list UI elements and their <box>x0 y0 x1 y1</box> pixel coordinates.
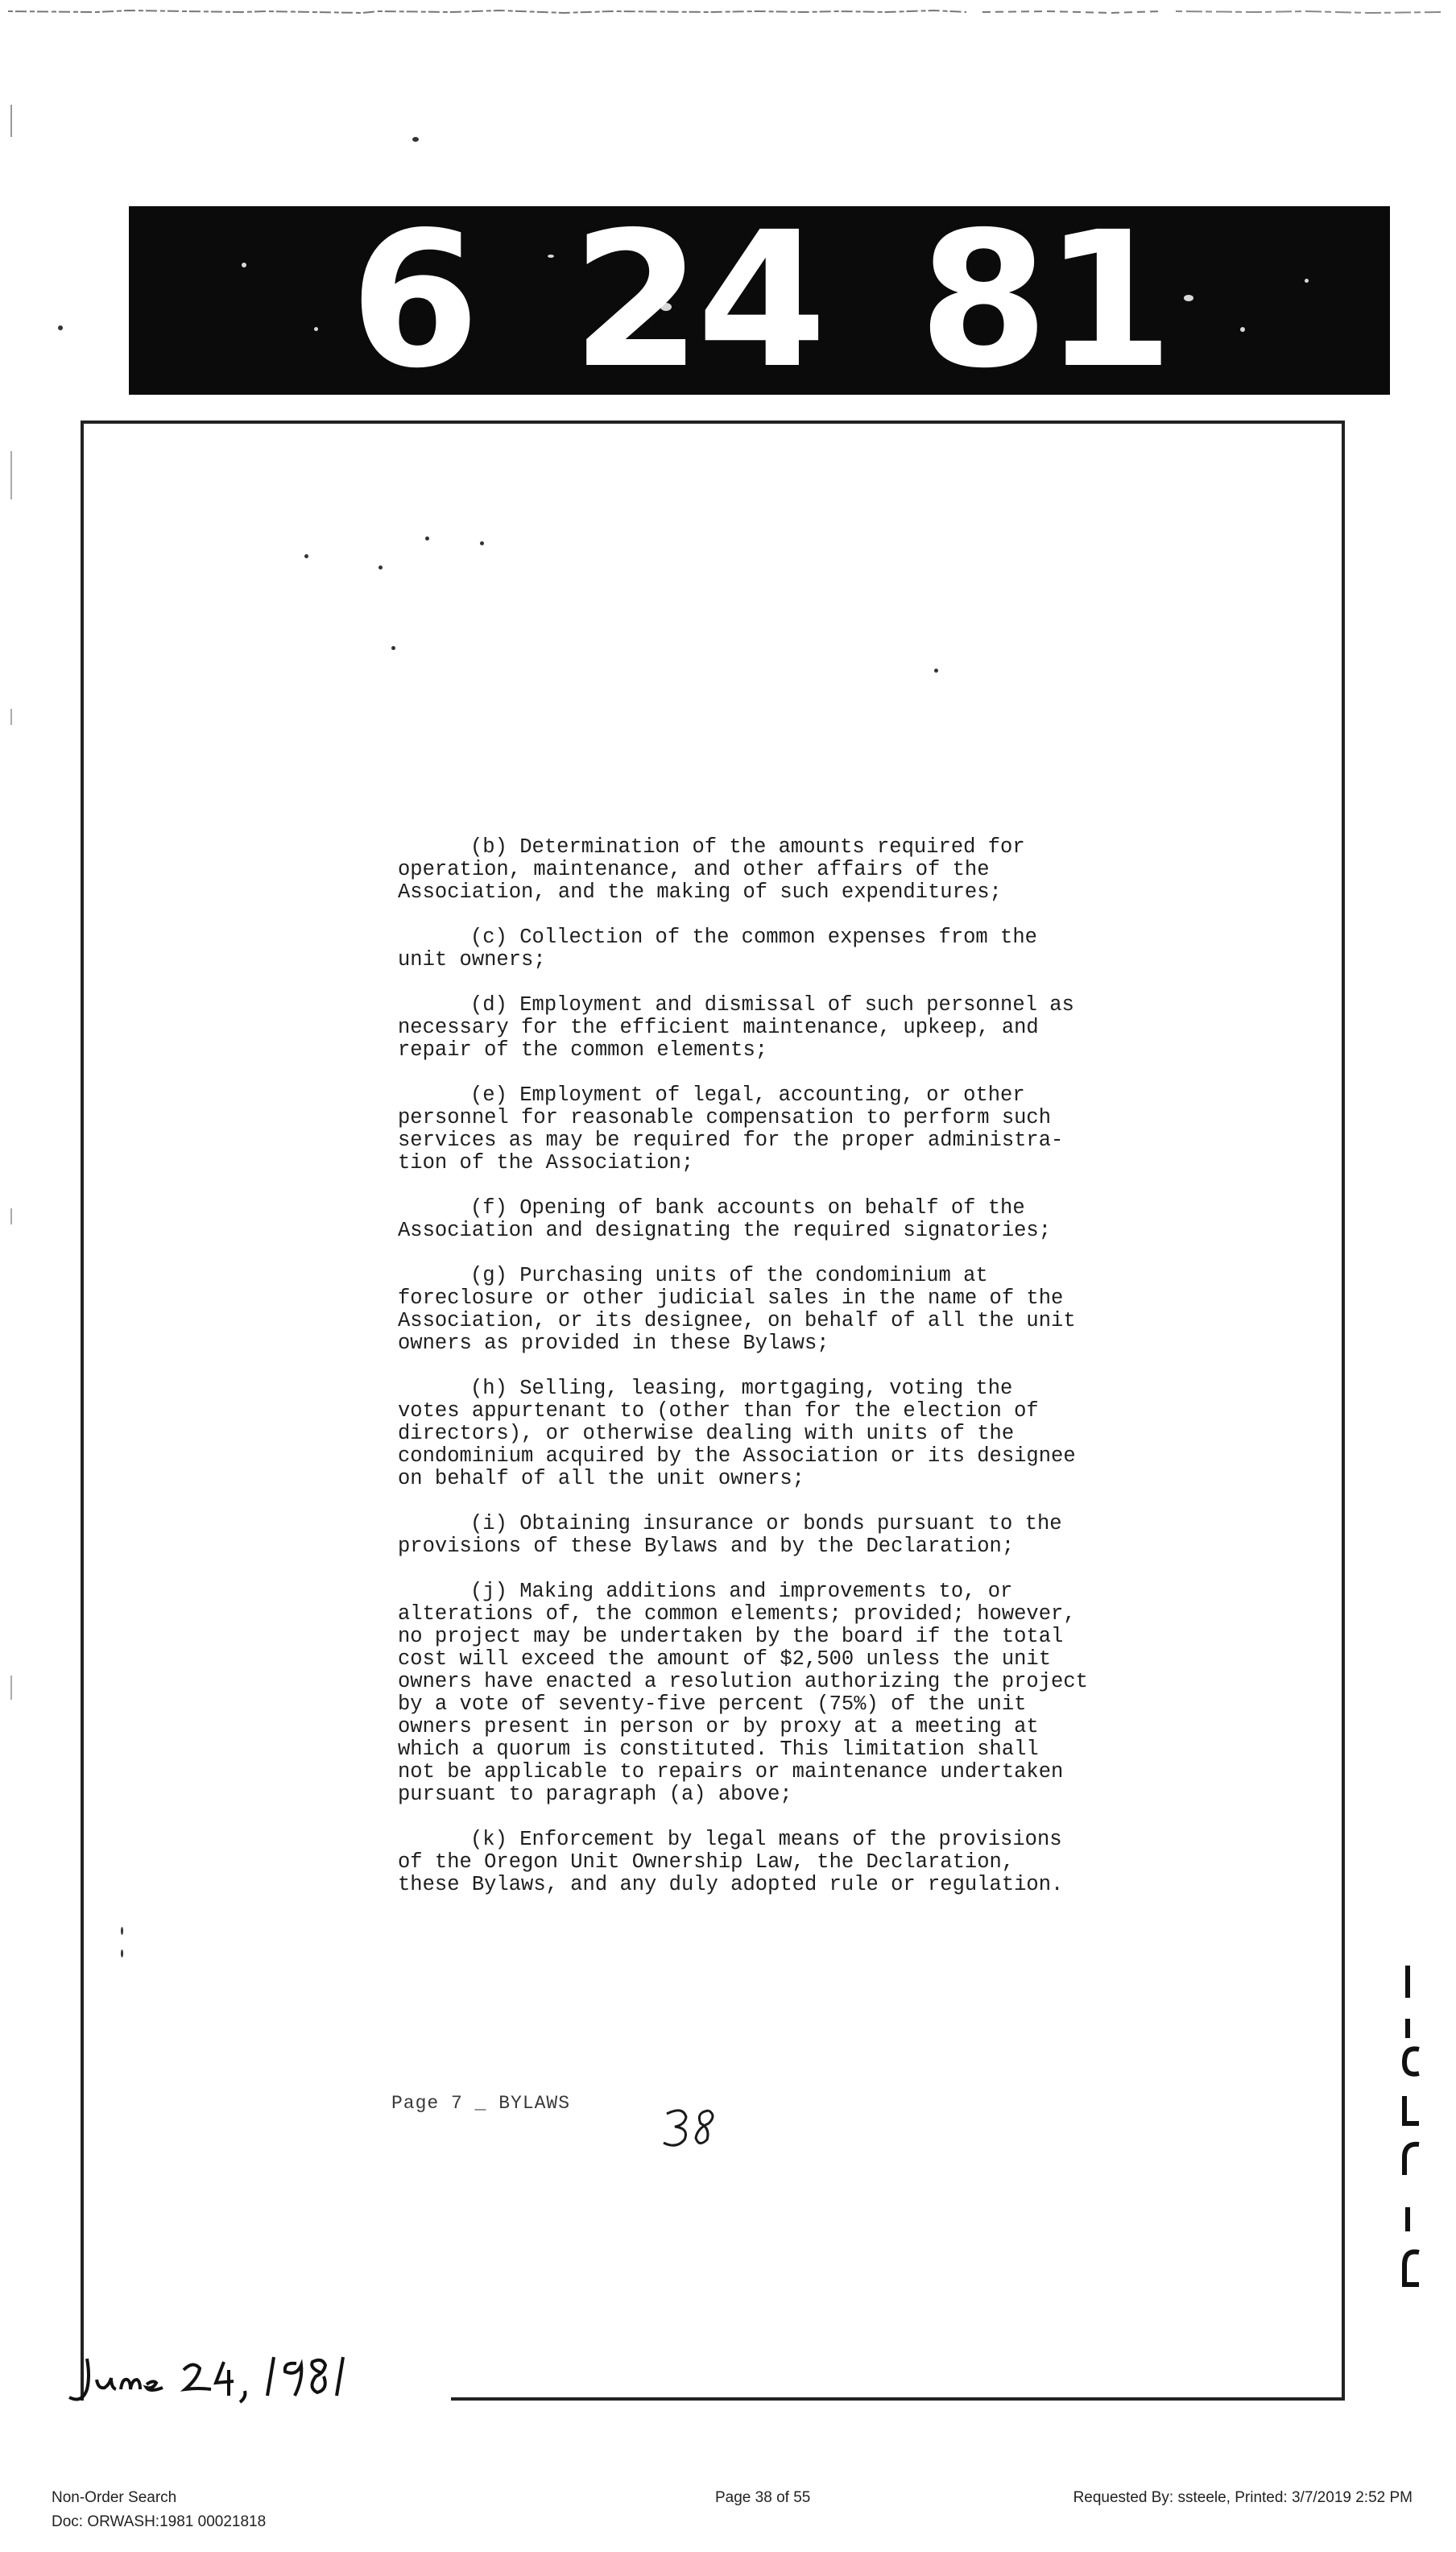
paragraph-g: (g) Purchasing units of the condominium at foreclosure or other judicial sales in the name of the Association, or its designee, on behalf of all the unit owners as provided in these Bylaws; <box>398 1264 1076 1355</box>
paragraph-f: (f) Opening of bank accounts on behalf of the Association and designating the required signatories; <box>398 1196 1052 1242</box>
handwritten-page-number <box>660 2104 733 2152</box>
paragraph-i: (i) Obtaining insurance or bonds pursuant to the provisions of these Bylaws and by the Declaration; <box>398 1512 1062 1558</box>
footer-doc-id: Doc: ORWASH:1981 00021818 <box>52 2513 267 2530</box>
paragraph-h: (h) Selling, leasing, mortgaging, voting the votes appurtenant to (other than for the election of directors), or otherwise dealing with units of the condominium acquired by the Association or its designee on behalf of all the unit owners; <box>398 1377 1076 1490</box>
paragraph-e: (e) Employment of legal, accounting, or other personnel for reasonable compensation to perform such services as may be required for the proper administra- tion of the Association; <box>398 1083 1064 1174</box>
scan-speck <box>58 325 63 330</box>
banner-year: 81 <box>918 206 1169 395</box>
paragraph-k: (k) Enforcement by legal means of the provisions of the Oregon Unit Ownership Law, the Declaration, these Bylaws, and any duly adopted rule or regulation. <box>398 1828 1064 1896</box>
banner-day: 24 <box>571 206 822 395</box>
handwritten-date <box>63 2352 401 2409</box>
bylaws-text <box>398 836 1203 1919</box>
binding-marks <box>1392 1966 1432 2304</box>
paragraph-c: (c) Collection of the common expenses from the unit owners; <box>398 926 1037 972</box>
footer-page-count: Page 38 of 55 <box>715 2489 811 2506</box>
page-label: Page 7 _ BYLAWS <box>391 2093 571 2114</box>
date-banner <box>129 206 1390 395</box>
paragraph-b: (b) Determination of the amounts required for operation, maintenance, and other affairs of the Association, and the making of such expenditures; <box>398 835 1025 904</box>
scan-noise-top <box>0 6 1456 18</box>
scanned-page-frame-bottom <box>451 2397 1345 2401</box>
footer-requested-by: Requested By: ssteele, Printed: 3/7/2019 2:52 PM <box>1073 2489 1413 2506</box>
scan-speck <box>412 137 419 142</box>
banner-month: 6 <box>350 206 475 395</box>
scan-margin-marks <box>0 0 32 2552</box>
paragraph-j: (j) Making additions and improvements to, or alterations of, the common elements; provided; however, no project may be undertaken by the board if the total cost will exceed the amount of $2,500 unless the unit owners have enacted a resolution authorizing the project by a vote of seventy-five percent (75%) of the unit owners present in person or by proxy at a meeting at which a quorum is constituted. This limitation shall not be applicable to repairs or maintenance undertaken pursuant to paragraph (a) above; <box>398 1580 1088 1806</box>
paragraph-d: (d) Employment and dismissal of such personnel as necessary for the efficient maintenance, upkeep, and repair of the common elements; <box>398 993 1074 1062</box>
footer-search-type: Non-Order Search <box>52 2489 177 2506</box>
